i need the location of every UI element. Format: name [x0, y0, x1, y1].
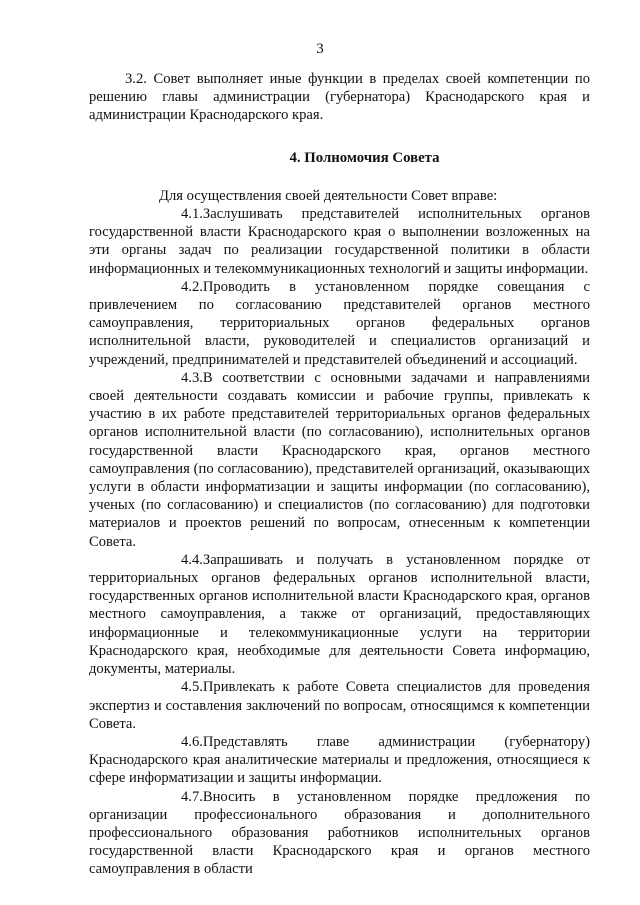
paragraph-3-2: 3.2. Совет выполняет иные функции в пределах своей компетенции по решению главы администрации (губернатора) Краснодарского края и администрации Краснодарского края.	[89, 71, 590, 124]
item-text: В соответствии с основными задачами и направлениями своей деятельности создавать комиссии и рабочие группы, привлекать к участию в их работе представителей территориальных органов федеральных органов исполнительной власти (по согласованию), исполнительных органов государственной власти Краснодарского края, органов местного самоуправления (по согласованию), представителей организаций, оказывающих услуги в области информатизации и защиты информации (по согласованию), ученых (по согласованию) и специалистов (по согласованию) для подготовки материалов и проектов решений по вопросам, отнесенным к компетенции Совета.	[89, 369, 590, 550]
item-text: Запрашивать и получать в установленном порядке от территориальных органов федеральных органов исполнительной власти, государственных органов исполнительной власти Краснодарского края, органов местного самоуправления, а также от организаций, предоставляющих информационные и телекоммуникационные услуги на территории Краснодарского края, необходимые для деятельности Совета информацию, документы, материалы.	[89, 551, 590, 678]
list-item	[89, 733, 590, 788]
item-number: 4.3.	[181, 369, 203, 386]
item-text: Проводить в установленном порядке совещания с привлечением по согласованию представителей органов местного самоуправления, территориальных органов федеральных органов исполнительной власти, руководителей и специалистов организаций и учреждений, предпринимателей и представителей объединений и ассоциаций.	[89, 278, 590, 368]
item-text: Заслушивать представителей исполнительных органов государственной власти Краснодарского края о выполнении возложенных на эти органы задач по реализации государственной политики в области информационных и телекоммуникационных технологий и защиты информации.	[89, 206, 590, 277]
page-number: 3	[316, 41, 324, 57]
section-heading: 4. Полномочия Совета	[289, 149, 440, 166]
intro-paragraph: Для осуществления своей деятельности Совет вправе:	[159, 187, 498, 204]
item-number: 4.4.	[181, 551, 203, 568]
item-number: 4.2.	[181, 278, 203, 295]
item-number: 4.7.	[181, 788, 203, 805]
item-text: Привлекать к работе Совета специалистов для проведения экспертиз и составления заключений по вопросам, относящимся к компетенции Совета.	[89, 679, 590, 732]
item-number: 4.5.	[181, 679, 203, 696]
item-number: 4.6.	[181, 733, 203, 750]
item-text: Вносить в установленном порядке предложения по организации профессионального образования и дополнительного профессионального образования работников исполнительных органов государственной власти Краснодарского края и органов местного самоуправления в области	[89, 788, 590, 878]
document-body	[89, 70, 590, 879]
list-item	[89, 205, 590, 278]
item-number: 4.1.	[181, 206, 203, 223]
list-item	[89, 369, 590, 551]
list-item	[89, 678, 590, 733]
item-text: Представлять главе администрации (губернатору) Краснодарского края аналитические материалы и предложения, относящиеся к сфере информатизации и защиты информации.	[89, 733, 590, 787]
list-item	[89, 551, 590, 678]
list-item	[89, 788, 590, 879]
list-item	[89, 278, 590, 369]
